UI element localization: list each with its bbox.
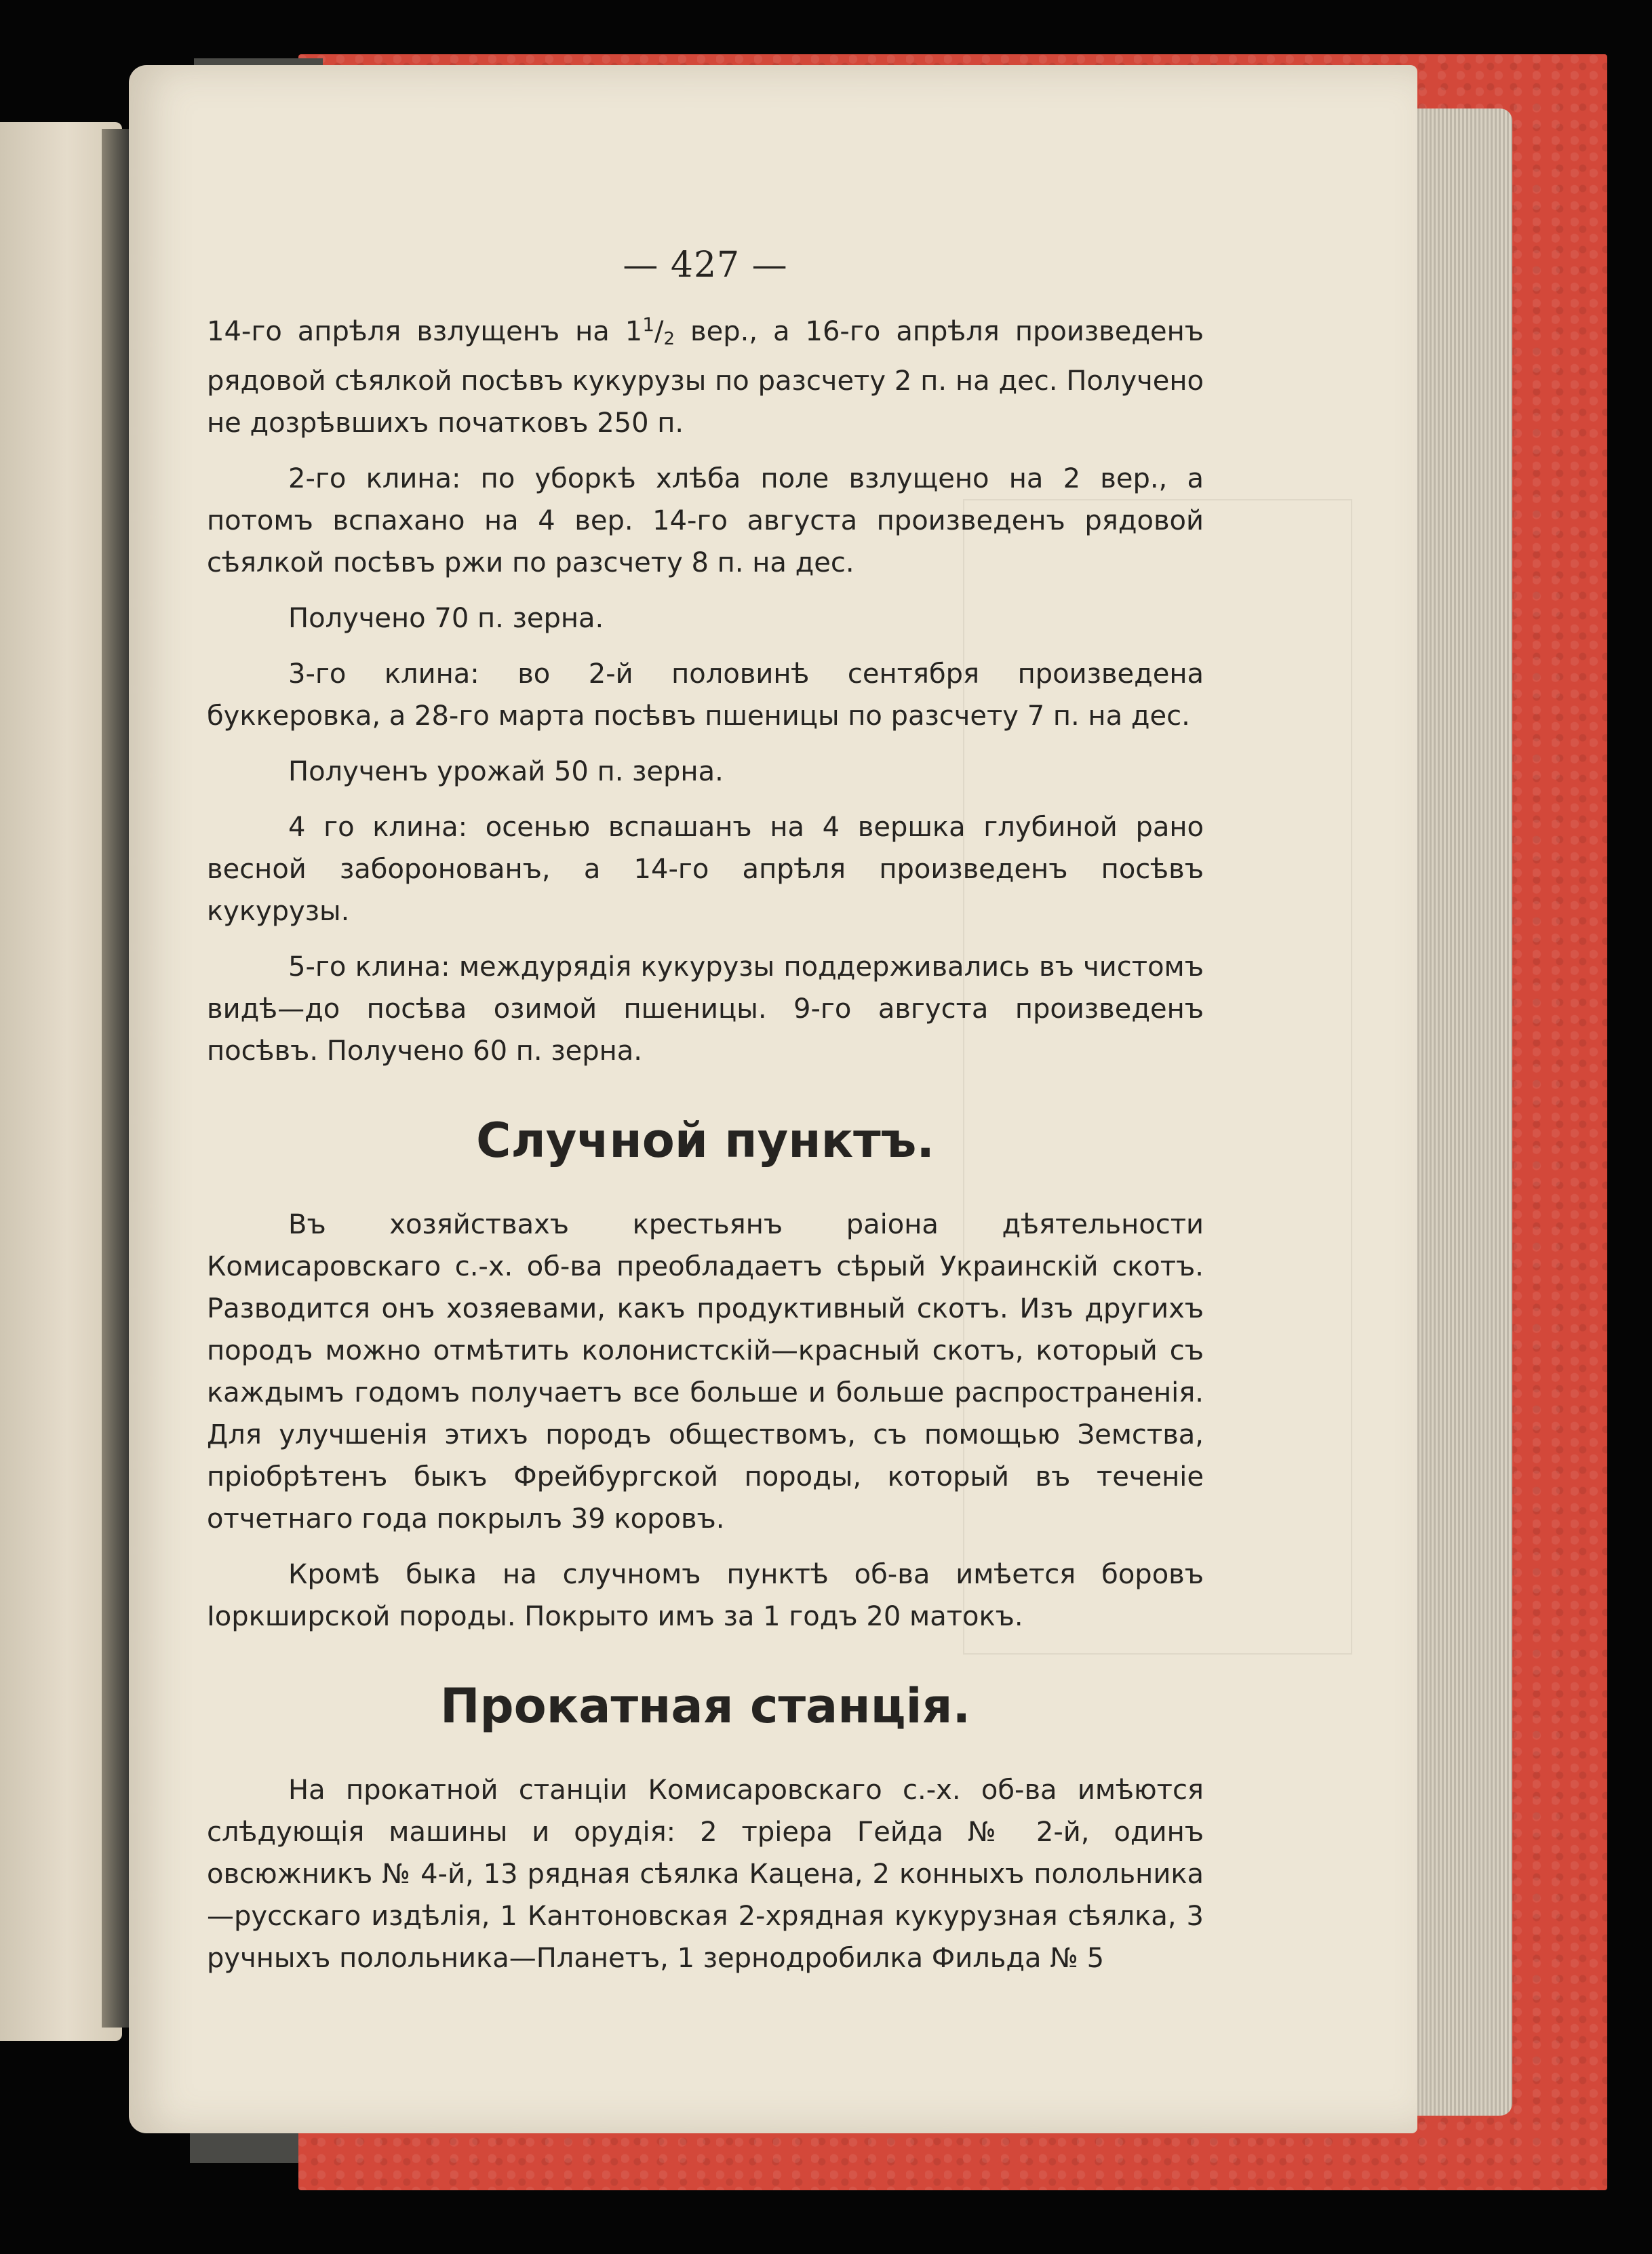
section-heading: Случной пунктъ. xyxy=(476,1113,935,1168)
paragraph: Кромѣ быка на случномъ пунктѣ об-ва имѣется боровъ Iоркширской породы. Покрыто имъ за 1 годъ 20 матокъ. xyxy=(207,1559,1204,1632)
paragraph: На прокатной станцiи Комисаровскаго с.-х. об-ва имѣются слѣдующiя машины и орудiя: 2 трiера Гейда № 2-й, одинъ овсюжникъ № 4-й, 13 рядная сѣялка Кацена, 2 конныхъ полольника—русскаго издѣлiя, 1 Кантоновская 2-хрядная кукурузная сѣялка, 3 ручныхъ полольника—Планетъ, 1 зернодробилка Фильда № 5 xyxy=(207,1775,1204,1974)
paragraph: Въ хозяйствахъ крестьянъ раiона дѣятельности Комисаровскаго с.-х. об-ва преобладаетъ сѣрый Украинскiй скотъ. Разводится онъ хозяевами, какъ продуктивный скотъ. Изъ другихъ породъ можно отмѣтить колонистскiй—красный скотъ, который съ каждымъ годомъ получаетъ все больше и больше распространенiя. Для улучшенiя этихъ породъ обществомъ, съ помощью Земства, прiобрѣтенъ быкъ Фрейбургской породы, который въ теченiе отчетнаго года покрылъ 39 коровъ. xyxy=(207,1209,1204,1535)
paragraph: 3-го клина: во 2-й половинѣ сентября произведена буккеровка, а 28-го марта посѣвъ пшеницы по разсчету 7 п. на дес. xyxy=(207,658,1204,732)
page-number: — 427 — xyxy=(623,245,788,285)
first-line-suffix: вер., а 16-го апрѣля произведенъ рядовой сѣялкой посѣвъ кукурузы по разсчету 2 п. на дес. Получено не дозрѣвшихъ початковъ 250 п. xyxy=(207,316,1204,439)
fraction-separator: / xyxy=(654,316,664,347)
paragraph: Получено 70 п. зерна. xyxy=(288,603,604,634)
paragraph: 5-го клина: междурядія кукурузы поддерживались въ чистомъ видѣ—до посѣва озимой пшеницы. 9-го августа произведенъ посѣвъ. Получено 60 п. зерна. xyxy=(207,951,1204,1067)
paragraph: 4 го клина: осенью вспашанъ на 4 вершка глубиной рано весной заборонованъ, а 14-го апрѣля произведенъ посѣвъ кукурузы. xyxy=(207,812,1204,927)
page-text xyxy=(207,244,1204,1993)
section-heading: Прокатная станцiя. xyxy=(439,1678,971,1734)
first-line-prefix: 14-го апрѣля взлущенъ на 1 xyxy=(207,316,643,347)
paragraph: 2-го клина: по уборкѣ хлѣба поле взлущено на 2 вер., а потомъ вспахано на 4 вер. 14-го августа произведенъ рядовой сѣялкой посѣвъ ржи по разсчету 8 п. на дес. xyxy=(207,463,1204,578)
paragraph xyxy=(207,304,1204,444)
fraction-denominator: 2 xyxy=(663,329,675,349)
page-gutter xyxy=(102,129,129,2028)
paragraph: Полученъ урожай 50 п. зерна. xyxy=(288,756,724,787)
fraction-numerator: 1 xyxy=(642,313,655,336)
